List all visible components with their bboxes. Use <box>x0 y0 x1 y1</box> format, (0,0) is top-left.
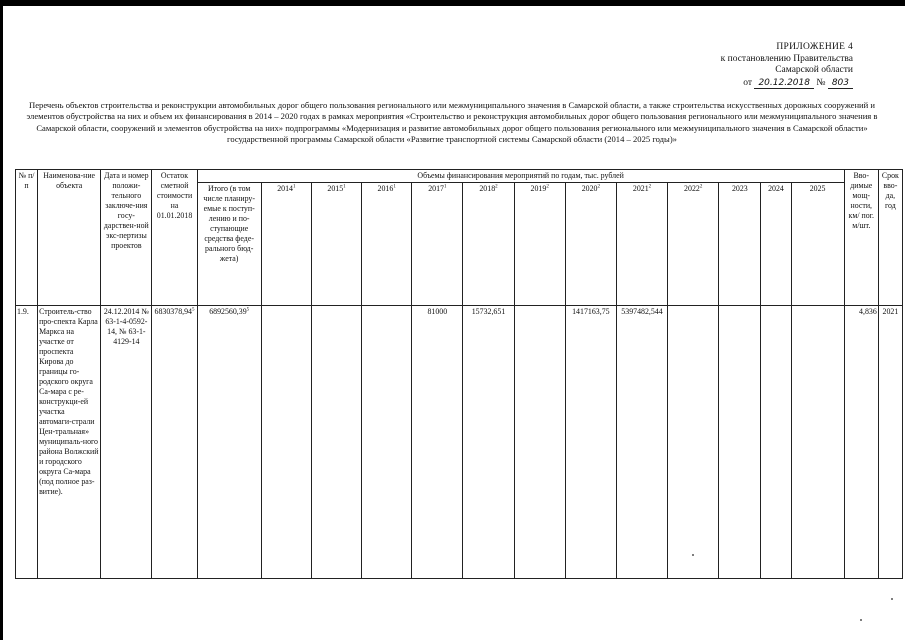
number-prefix: № <box>816 77 826 88</box>
scan-top-edge <box>0 0 905 6</box>
document-heading: Перечень объектов строительства и реконструкции автомобильных дорог общего пользования регионального или межмуниципального значения в Самарской области, а также строительства искусственных дорожных сооружений и элементов обустройства на них и объем их финансирования в 2014 – 2020 годах в рамках мероприятия «Строительство и реконструкция автомобильных дорог общего пользования регионального или межмуниципального значения в Самарской области, сооружений и элементов обустройства на них» подпрограммы «Модернизация и развитие автомобильных дорог общего пользования регионального или межмуниципального значения в Самарской области» государственной программы Самарской области «Развитие транспортной системы Самарской области (2014 – 2025 годы)» <box>26 100 878 145</box>
year-label: 2021 <box>632 184 649 193</box>
year-footnote: 1 <box>443 184 447 190</box>
year-label: 2019 <box>530 184 547 193</box>
col-num-header: № п/п <box>16 170 38 306</box>
row-power: 4,836 <box>844 306 878 579</box>
header-row <box>16 170 903 183</box>
year-label: 2020 <box>581 184 598 193</box>
col-term-header: Срок вво-да, год <box>878 170 902 306</box>
table-row <box>16 306 903 579</box>
row-value-2016 <box>362 306 412 579</box>
year-label: 2025 <box>809 184 826 193</box>
appendix-title: ПРИЛОЖЕНИЕ 4 <box>776 42 853 52</box>
year-header <box>362 183 412 306</box>
year-header <box>565 183 616 306</box>
year-footnote: 2 <box>546 184 549 190</box>
rest-cost-value: 6830378,94 <box>154 307 192 316</box>
year-header <box>261 183 311 306</box>
year-header <box>719 183 761 306</box>
col-name-header: Наименова-ние объекта <box>38 170 101 306</box>
handwritten-date: 20.12.2018 <box>754 78 814 89</box>
scan-left-edge <box>0 0 3 640</box>
scan-speck <box>891 598 893 600</box>
total-footnote: 5 <box>246 307 250 313</box>
year-footnote: 2 <box>648 184 652 190</box>
year-label: 2015 <box>327 184 344 193</box>
year-header <box>616 183 667 306</box>
year-label: 2014 <box>277 184 293 193</box>
year-label: 2023 <box>731 184 748 193</box>
year-footnote: 1 <box>393 184 396 190</box>
total-value: 6892560,39 <box>209 307 247 316</box>
col-total-header: Итого (в том числе планиру-емые к поступ-лению и по-ступающие средства феде-рального бюд-жета) <box>197 183 261 306</box>
year-label: 2018 <box>479 184 496 193</box>
row-object-name: Строитель-ство про-спекта Карла Маркса на участке от проспекта Кирова до границы го-родского округа Са-мара с ре-конструкци-ей участка автомаги-страли Цен-тральная» муниципаль-ного района Волжский и городского округа Са-мара (под полное раз-витие). <box>38 306 101 579</box>
row-value-2017: 81000 <box>412 306 463 579</box>
row-value-2021: 5397482,544 <box>616 306 667 579</box>
row-value-2022 <box>668 306 719 579</box>
row-value-2025 <box>791 306 844 579</box>
year-label: 2022 <box>684 184 700 193</box>
year-header <box>412 183 463 306</box>
scan-speck <box>692 554 694 556</box>
year-header <box>463 183 514 306</box>
rest-cost-footnote: 5 <box>192 307 195 313</box>
row-value-2014 <box>261 306 311 579</box>
row-total <box>197 306 261 579</box>
row-value-2015 <box>311 306 361 579</box>
row-term: 2021 <box>878 306 902 579</box>
appendix-line-2: Самарской области <box>775 65 853 75</box>
year-header <box>514 183 565 306</box>
date-prefix: от <box>743 77 753 88</box>
year-label: 2024 <box>768 184 784 193</box>
year-label: 2016 <box>377 184 394 193</box>
appendix-block <box>721 42 853 89</box>
year-footnote: 1 <box>343 184 346 190</box>
col-volumes-header: Объемы финансирования мероприятий по годам, тыс. рублей <box>197 170 844 183</box>
financing-table <box>15 169 903 579</box>
row-value-2024 <box>761 306 791 579</box>
appendix-date-line <box>721 78 853 90</box>
row-value-2019 <box>514 306 565 579</box>
col-power-header: Вво-димые мощ-ности, км/ пог. м/шт. <box>844 170 878 306</box>
col-rest-header: Остаток сметной стоимости на 01.01.2018 <box>152 170 197 306</box>
year-header <box>791 183 844 306</box>
row-value-2023 <box>719 306 761 579</box>
year-header <box>761 183 791 306</box>
year-footnote: 2 <box>699 184 703 190</box>
year-footnote: 1 <box>293 184 296 190</box>
year-footnote: 2 <box>495 184 498 190</box>
row-num: 1.9. <box>16 306 38 579</box>
year-footnote: 2 <box>597 184 600 190</box>
handwritten-number: 803 <box>828 78 853 89</box>
year-header <box>668 183 719 306</box>
col-date-header: Дата и номер положи-тельного заключе-ния госу-дарствен-ной экс-пертизы проектов <box>101 170 152 306</box>
year-header <box>311 183 361 306</box>
appendix-line-1: к постановлению Правительства <box>720 53 853 64</box>
row-expertise-date: 24.12.2014 № 63-1-4-0592-14, № 63-1-4129-14 <box>101 306 152 579</box>
row-value-2020: 1417163,75 <box>565 306 616 579</box>
row-rest-cost <box>152 306 197 579</box>
row-value-2018: 15732,651 <box>463 306 514 579</box>
scan-speck <box>860 619 862 621</box>
year-label: 2017 <box>428 184 444 193</box>
